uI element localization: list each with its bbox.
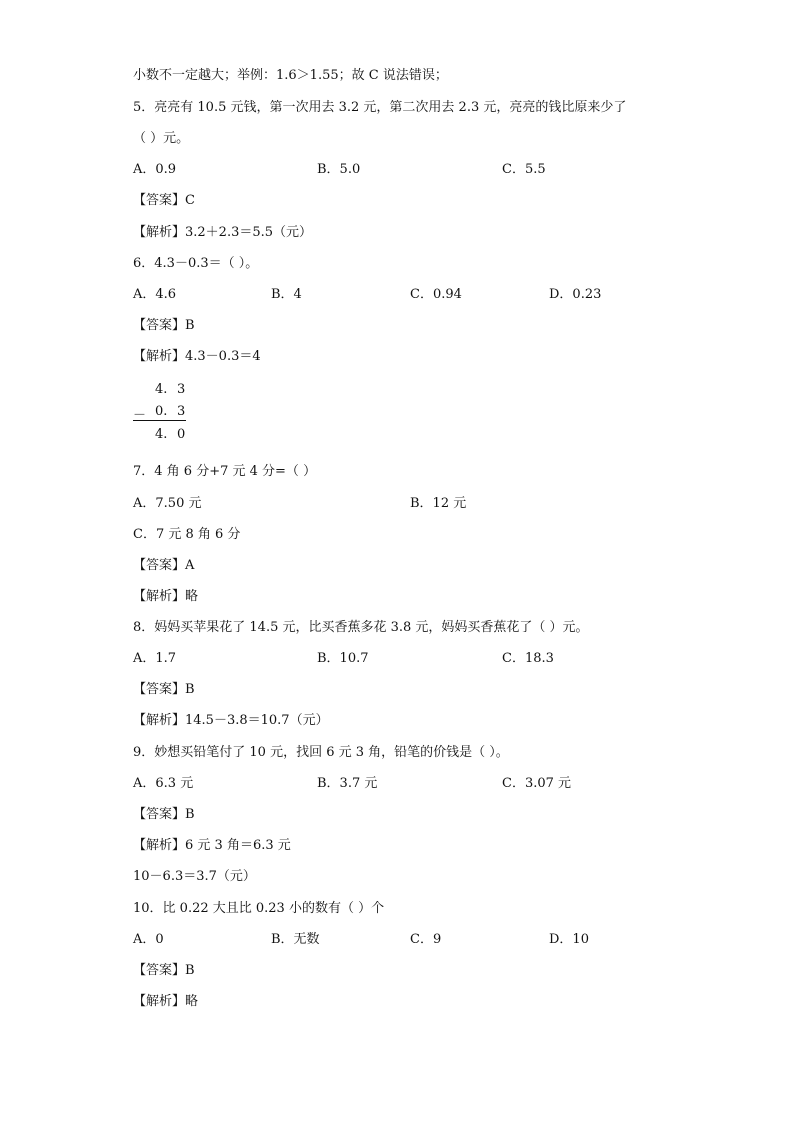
question-7-text: 7．4 角 6 分+7 元 4 分=（ ）: [133, 464, 317, 479]
q8-explanation: 【解析】14.5－3.8＝10.7（元）: [133, 713, 329, 728]
q10-option-c: C．9: [410, 932, 442, 947]
q6-option-c: C．0.94: [410, 287, 462, 302]
q7-option-a: A．7.50 元: [133, 496, 202, 511]
q10-option-a: A．0: [133, 932, 164, 947]
calc-row1-dec: 3: [177, 382, 186, 397]
question-5-text: 5．亮亮有 10.5 元钱，第一次用去 3.2 元，第二次用去 2.3 元，亮亮的钱比原来少了: [133, 100, 627, 115]
calc-row2-dec: 3: [177, 404, 186, 419]
q9-option-c: C．3.07 元: [502, 776, 572, 791]
q7-explanation: 【解析】略: [133, 589, 199, 604]
q5-answer: 【答案】C: [133, 193, 195, 208]
q5-option-b: B．5.0: [317, 162, 361, 177]
calc-minus-sign: －: [133, 408, 147, 423]
q6-explanation: 【解析】4.3－0.3＝4: [133, 349, 261, 364]
q9-option-b: B．3.7 元: [317, 776, 378, 791]
q6-option-a: A．4.6: [133, 287, 177, 302]
vertical-subtraction: [133, 380, 189, 446]
q8-answer: 【答案】B: [133, 682, 195, 697]
q6-answer: 【答案】B: [133, 318, 195, 333]
question-9-text: 9．妙想买铅笔付了 10 元，找回 6 元 3 角，铅笔的价钱是（ ）。: [133, 745, 509, 760]
question-8-text: 8．妈妈买苹果花了 14.5 元，比买香蕉多花 3.8 元，妈妈买香蕉花了（ ）元。: [133, 620, 589, 635]
question-6-text: 6．4.3－0.3＝（ ）。: [133, 256, 259, 271]
q10-explanation: 【解析】略: [133, 994, 199, 1009]
q8-option-b: B．10.7: [317, 651, 369, 666]
prev-explanation-tail: 小数不一定越大；举例：1.6＞1.55；故 C 说法错误；: [133, 68, 448, 83]
question-5-text-cont: （ ）元。: [133, 131, 190, 146]
question-10-text: 10．比 0.22 大且比 0.23 小的数有（ ）个: [133, 901, 385, 916]
q9-option-a: A．6.3 元: [133, 776, 194, 791]
q10-option-d: D．10: [549, 932, 589, 947]
q5-option-c: C．5.5: [502, 162, 546, 177]
q6-option-d: D．0.23: [549, 287, 602, 302]
calc-row2-int: 0.: [155, 404, 168, 419]
q6-option-b: B．4: [271, 287, 302, 302]
q7-answer: 【答案】A: [133, 558, 195, 573]
calc-rule-line: [133, 420, 186, 421]
q5-explanation: 【解析】3.2＋2.3＝5.5（元）: [133, 225, 313, 240]
q7-option-b: B．12 元: [410, 496, 467, 511]
q8-option-a: A．1.7: [133, 651, 177, 666]
q10-answer: 【答案】B: [133, 963, 195, 978]
q8-option-c: C．18.3: [502, 651, 554, 666]
q5-option-a: A．0.9: [133, 162, 177, 177]
q10-option-b: B．无数: [271, 932, 320, 947]
q9-answer: 【答案】B: [133, 807, 195, 822]
calc-result-int: 4.: [155, 427, 168, 442]
q9-explanation: 【解析】6 元 3 角＝6.3 元: [133, 838, 291, 853]
q9-explanation-cont: 10－6.3＝3.7（元）: [133, 869, 256, 884]
calc-result-dec: 0: [177, 427, 186, 442]
calc-row1-int: 4.: [155, 382, 168, 397]
q7-option-c: C．7 元 8 角 6 分: [133, 527, 241, 542]
